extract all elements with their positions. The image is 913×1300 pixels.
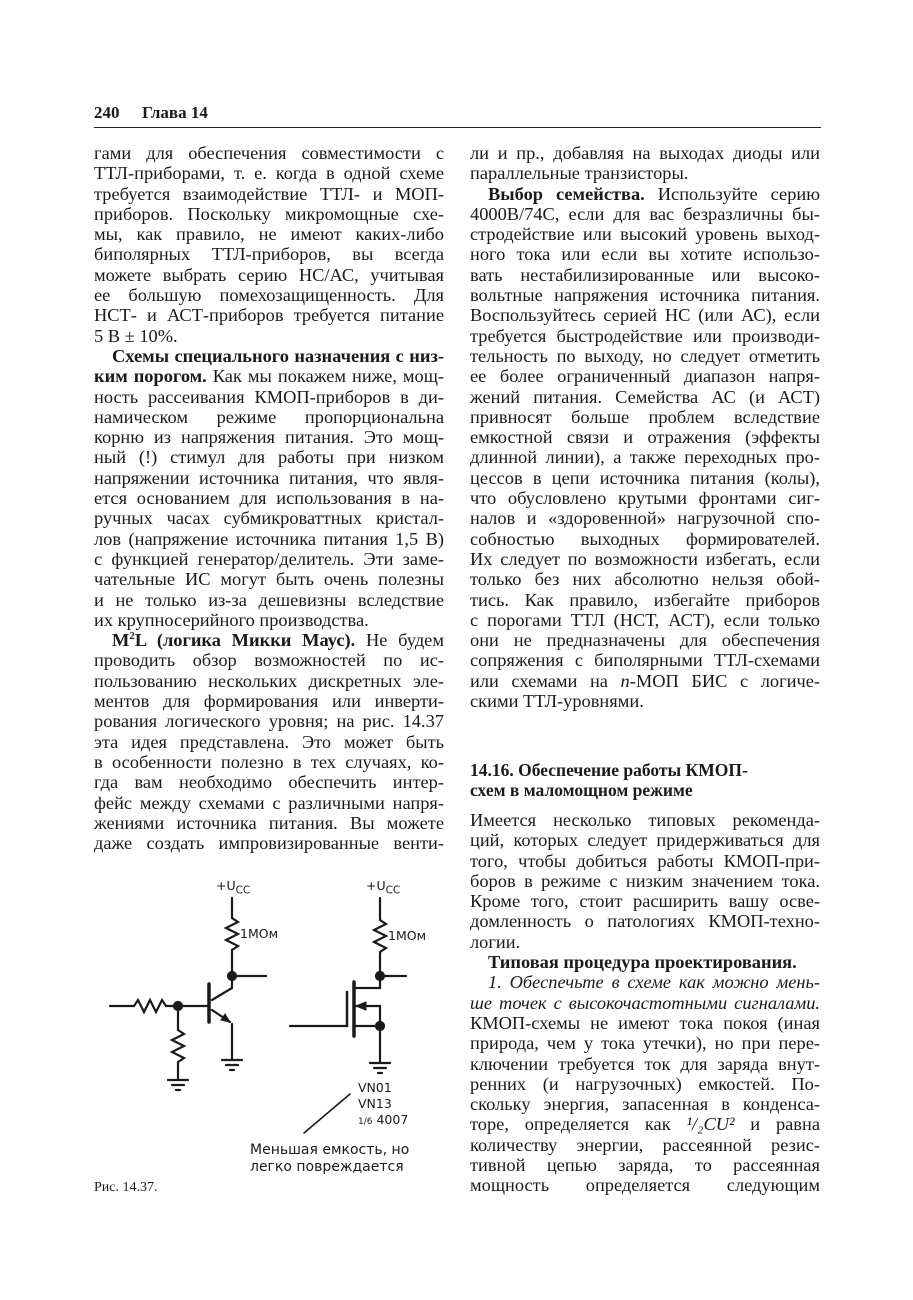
text-line: можете выбрать серию НС/АС, учитывая	[94, 264, 444, 285]
text-line: Имеется несколько типовых рекоменда-	[470, 810, 820, 830]
text-line: стродействие или высокий уровень выход-	[470, 224, 820, 245]
text-line: логии.	[470, 931, 521, 952]
paragraph-lead-line	[94, 630, 444, 650]
text-line: что обусловлено крутыми фронтами сиг-	[470, 488, 820, 509]
text-line	[470, 671, 820, 691]
text-line: тивной цепью заряда, то рассеянная	[470, 1155, 820, 1176]
text-line: количеству энергии, рассеянной резис-	[470, 1134, 820, 1155]
text-line: гда вам необходимо обеспечить интер-	[94, 772, 444, 793]
text-fragment: L (логика Микки Маус).	[134, 630, 356, 651]
text-line: Воспользуйтесь серией НС (или АС), если	[470, 305, 820, 326]
text-line: скими ТТЛ-уровнями.	[470, 691, 644, 712]
part-number	[358, 1112, 408, 1127]
left-column	[94, 143, 444, 853]
italic-fragment: ше точек с высокочастотными сигналами.	[470, 992, 820, 1013]
text-line: цессов в цепи источника питания (колы),	[470, 467, 820, 488]
text-line	[470, 1114, 820, 1134]
text-fragment: и равна	[734, 1114, 820, 1135]
running-head	[94, 103, 821, 128]
text-line: Их следует по возможности избегать, если	[470, 548, 820, 569]
supply-label	[216, 878, 250, 897]
text-line: приборов. Поскольку микромощные схе-	[94, 203, 444, 224]
text-line: ный (!) стимул для работы при низком	[94, 447, 444, 468]
text-line: чательные ИС могут быть очень полезны	[94, 569, 444, 590]
text-line: домленность о патологиях КМОП-техно-	[470, 911, 820, 932]
text-line: напряжении источника питания, что явля-	[94, 467, 444, 488]
bold-lead: Выбор семейства.	[488, 183, 645, 204]
text-line: с функцией генератор/делитель. Эти заме-	[94, 548, 444, 569]
resistor-label: 1МОм	[388, 928, 427, 943]
text-line: проводить обзор возможностей по ис-	[94, 650, 444, 671]
text-fragment: Не будем	[355, 630, 444, 651]
text-line: требуется взаимодействие ТТЛ- и МОП-	[94, 183, 444, 204]
text-line: вольтные напряжения источника питания.	[470, 285, 820, 306]
text-line: сопряжения с биполярными ТТЛ-схемами	[470, 650, 820, 671]
text-line: ключении требуется ток для заряда внут-	[470, 1053, 820, 1074]
text-line: намическом режиме пропорциональна	[94, 406, 444, 427]
text-fragment: 4007	[376, 1112, 409, 1127]
text-line: привносят больше проблем вследствие	[470, 406, 820, 427]
supply-label	[366, 878, 400, 897]
text-line: вать нестабилизированные или высоко-	[470, 264, 820, 285]
text-line: биполярных ТТЛ-приборов, вы всегда	[94, 244, 444, 265]
text-line: лов (напряжение источника питания 1,5 В)	[94, 528, 444, 549]
figure-14-37	[90, 870, 450, 1180]
text-line: даже создать импровизированные венти-	[94, 833, 444, 854]
fraction: 1/6	[358, 1117, 373, 1127]
bold-lead	[112, 630, 355, 650]
text-line: длинной линии), а также переходных про-	[470, 447, 820, 468]
paragraph-lead-line	[94, 346, 444, 366]
superscript: 2	[129, 630, 135, 642]
text-line: ность рассеивания КМОП-приборов в ди-	[94, 386, 444, 407]
text-line: емкостной связи и отражения (эффекты	[470, 427, 820, 448]
bold-lead: Схемы специального назначения с низ-	[112, 345, 444, 366]
right-column	[470, 143, 820, 711]
text-line: требуется быстродействие или производи-	[470, 325, 820, 346]
circuit-diagram	[90, 870, 450, 1180]
text-line: они не предназначены для обеспечения	[470, 630, 820, 651]
text-fragment: M	[112, 630, 130, 651]
text-line: 4000В/74С, если для вас безразличны бы-	[470, 203, 820, 224]
text-line: ется основанием для использования в на-	[94, 488, 444, 509]
text-line: ее большую помехозащищенность. Для	[94, 285, 444, 306]
text-line: жениями источника питания. Вы можете	[94, 812, 444, 833]
text-fragment: торе, определяется как	[470, 1114, 687, 1135]
text-line: параллельные транзисторы.	[470, 163, 689, 184]
text-line: эта идея представлена. Это может быть	[94, 731, 444, 752]
text-line: ренних (и нагрузочных) емкостей. По-	[470, 1073, 820, 1094]
text-line: ТТЛ-приборами, т. е. когда в одной схеме	[94, 163, 444, 184]
text-line: жений питания. Семейства АС (и АСТ)	[470, 386, 820, 407]
text-line: их крупносерийного производства.	[94, 609, 369, 630]
bold-lead: Типовая процедура проектирования.	[488, 952, 797, 973]
text-line: тельность по выходу, но следует отметить	[470, 345, 820, 366]
text-line: Кроме того, стоит расширить вашу осве-	[470, 891, 820, 912]
text-line: ций, которых следует придерживаться для	[470, 830, 820, 851]
text-line: собностью выходных формирователей.	[470, 528, 820, 549]
right-column-lower	[470, 810, 820, 1196]
text-fragment: Как мы покажем ниже, мощ-	[206, 366, 444, 387]
text-line: и не только из-за дешевизны вследствие	[94, 589, 444, 610]
annotation: легко повреждается	[250, 1159, 404, 1175]
text-line: природа, чем у тока утечки), но при пере-	[470, 1033, 820, 1054]
text-fragment: -МОП БИС с логиче-	[629, 670, 820, 691]
italic-fragment: 1. Обеспечьте в схеме как можно мень-	[488, 972, 820, 993]
text-line: мощность определяется следующим	[470, 1175, 820, 1196]
text-line: ручных часах субмикроваттных кристал-	[94, 508, 444, 529]
formula: ¹/₂CU²	[686, 1114, 735, 1135]
text-line: гами для обеспечения совместимости с	[94, 143, 444, 163]
procedure-heading	[470, 952, 820, 972]
text-fragment: Используйте серию	[644, 183, 820, 204]
text-line: ного тока или если вы хотите использо-	[470, 244, 820, 265]
text-line: боров в режиме с низким значением тока.	[470, 870, 820, 891]
text-line	[470, 972, 820, 992]
text-line: рования логического уровня; на рис. 14.37	[94, 711, 444, 732]
text-line: ли и пр., добавляя на выходах диоды или	[470, 143, 820, 163]
bold-lead: ким порогом.	[94, 366, 207, 387]
text-line: корню из напряжения питания. Это мощ-	[94, 427, 444, 448]
text-line: пользованию нескольких дискретных эле-	[94, 670, 444, 691]
text-fragment: или схемами на	[470, 670, 621, 691]
text-line: скольку энергия, запасенная в конденса-	[470, 1094, 820, 1115]
text-line: только без них абсолютно нельзя обой-	[470, 569, 820, 590]
text-line	[470, 993, 820, 1013]
section-heading-line: 14.16. Обеспечение работы КМОП-	[470, 760, 748, 780]
page-number: 240	[94, 103, 120, 122]
text-line: мы, как правило, не имеют каких-либо	[94, 224, 444, 245]
text-line: в особенности полезно в тех случаях, ко-	[94, 751, 444, 772]
italic-fragment: n	[620, 670, 630, 691]
section-heading-line: схем в маломощном режиме	[470, 780, 693, 800]
subscript: CC	[235, 884, 251, 897]
text-line: того, чтобы добиться работы КМОП-при-	[470, 850, 820, 871]
figure-caption: Рис. 14.37.	[94, 1180, 158, 1195]
text-fragment: +U	[366, 878, 386, 893]
text-line: тись. Как правило, избегайте приборов	[470, 589, 820, 610]
paragraph-lead-line	[470, 184, 820, 204]
chapter-title: Глава 14	[142, 103, 208, 122]
text-line: фейс между схемами с различными напря-	[94, 792, 444, 813]
text-fragment: +U	[216, 878, 236, 893]
section-heading	[470, 760, 810, 800]
text-line: КМОП-схемы не имеют тока покоя (иная	[470, 1012, 820, 1033]
subscript: CC	[385, 884, 401, 897]
part-number: VN13	[358, 1096, 392, 1111]
annotation: Меньшая емкость, но	[250, 1142, 410, 1158]
resistor-label: 1МОм	[240, 926, 279, 941]
text-line: ментов для формирования или инверти-	[94, 691, 444, 712]
text-line: ее более ограниченный диапазон напря-	[470, 366, 820, 387]
text-line: налов и «здоровенной» нагрузочной спо-	[470, 508, 820, 529]
text-line: с порогами ТТЛ (НСТ, АСТ), если только	[470, 609, 820, 630]
text-line: 5 В ± 10%.	[94, 325, 178, 346]
part-number: VN01	[358, 1080, 392, 1095]
text-line	[94, 366, 444, 386]
text-line: НСТ- и АСТ-приборов требуется питание	[94, 305, 444, 326]
